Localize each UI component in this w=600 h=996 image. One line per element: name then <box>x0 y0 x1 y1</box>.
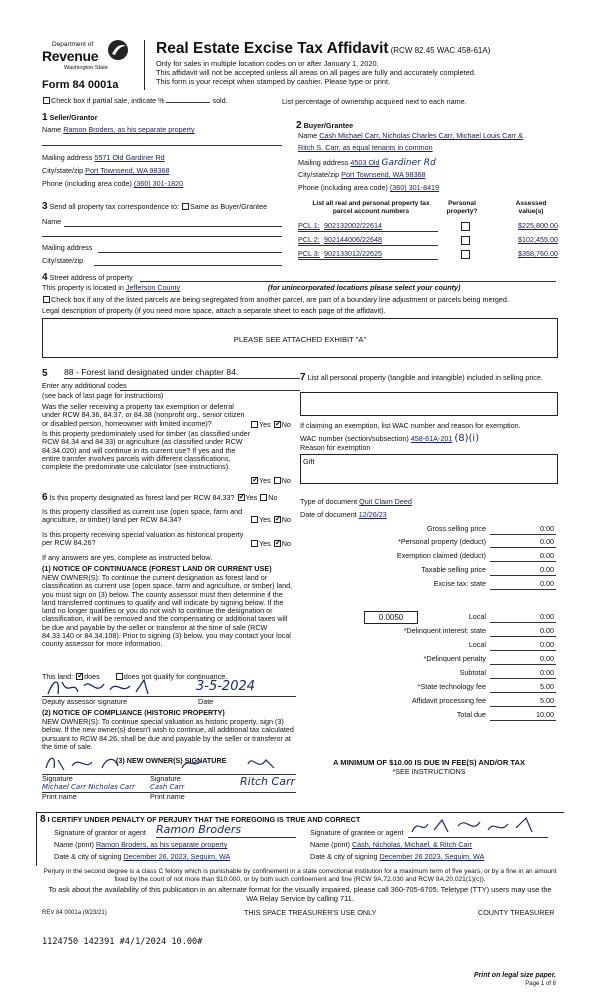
same-as-buyer-checkbox[interactable] <box>182 203 189 210</box>
same-as-buyer-label: Same as Buyer/Grantee <box>190 202 268 211</box>
parcel-number-value[interactable]: 902144006/22648 <box>324 235 382 244</box>
seller-mail-label: Mailing address <box>42 153 93 162</box>
dept-line1: Department of <box>52 41 94 48</box>
tax-row-label: Subtotal <box>459 668 486 677</box>
legal-desc-box[interactable] <box>42 318 558 358</box>
exempt-text: If claiming an exemption, list WAC number and reason for exemption. <box>300 421 521 430</box>
page-number: Page 1 of 8 <box>525 981 556 987</box>
doc-date-label: Date of document <box>300 510 357 519</box>
grantee-name[interactable]: Cash, Nicholas, Michael, & Ritch Carr <box>351 840 473 849</box>
printed-name-3: Ritch Carr <box>240 775 295 788</box>
signature-label-1: Signature <box>42 774 73 783</box>
reason-box[interactable] <box>300 454 558 484</box>
signature-label-2: Signature <box>150 774 181 783</box>
correspondence-num: 3 <box>42 201 48 212</box>
q1-yes-checkbox[interactable] <box>251 421 258 428</box>
local-rate-value: 0.0050 <box>378 613 404 622</box>
section6-q2-answers <box>250 516 291 524</box>
form-number: Form 84 0001a <box>42 79 119 91</box>
recording-stamp: 1124750 142391 #4/1/2024 10.00# <box>42 937 203 947</box>
s6q3-no-checkbox[interactable] <box>274 540 281 547</box>
seller-name-label: Name <box>42 125 62 134</box>
q2-yes-label: Yes <box>259 476 271 485</box>
notice2-body: NEW OWNER(S): To continue special valuation as historic property, sign (3) below. If the new owner(s) doesn't wish to continue, all additional tax calculated pursuant to RCW 84.26, shall be due and payable by the seller or transferor at the time of sale. <box>42 717 294 751</box>
section6-num: 6 <box>42 492 48 503</box>
grantor-name-row <box>54 841 227 849</box>
tax-row-label: *Personal property (deduct) <box>398 537 486 546</box>
tax-row-line <box>490 664 556 665</box>
doc-type-label: Type of document <box>300 497 358 506</box>
doc-date-row <box>300 511 387 519</box>
wac-handwritten: (8)(i) <box>454 433 480 444</box>
s6q1-yes-label: Yes <box>245 493 258 502</box>
corr-mail-label: Mailing address <box>42 243 93 252</box>
legal-paper-note: Print on legal size paper. <box>473 972 556 979</box>
grantor-name-label: Name (print) <box>54 840 94 849</box>
grantee-name-row <box>310 841 472 849</box>
parcel-col-header: List all real and personal property tax parcel account numbers <box>312 200 430 215</box>
owner-sig-title: (3) NEW OWNER(S) SIGNATURE <box>116 756 227 765</box>
personal-property-checkbox[interactable] <box>461 250 470 259</box>
s6q2-no-label: No <box>281 515 291 524</box>
reason-label: Reason for exemption <box>300 443 371 452</box>
s6q2-yes-label: Yes <box>259 515 271 524</box>
tax-row-line <box>490 692 556 693</box>
tax-row-label: *Delinquent interest: state <box>403 626 486 635</box>
seller-mail-row <box>42 154 165 162</box>
parcel-number[interactable]: PCL 3: <box>298 249 320 258</box>
buyer-section <box>296 120 353 132</box>
q1-no-label: No <box>281 420 291 429</box>
parcel-number[interactable]: PCL 2: <box>298 235 320 244</box>
segregated-label: Check box if any of the listed parcels are being segregated from another parcel, are part of a boundary line adjustment or parcels being merged. <box>51 295 509 304</box>
seller-section <box>42 112 282 124</box>
grantee-signature <box>408 814 548 838</box>
doc-type-row <box>300 498 412 506</box>
doc-date-value[interactable]: 12/26/23 <box>358 510 387 519</box>
s6q3-no-label: No <box>281 539 291 548</box>
tax-row-value[interactable]: 5.00 <box>540 696 554 705</box>
s6q1-yes-checkbox[interactable] <box>238 494 245 501</box>
q2-yes-checkbox[interactable] <box>251 477 258 484</box>
assessor-signature <box>44 676 184 698</box>
reason-value: Gift <box>303 457 315 466</box>
assessed-value[interactable]: $102,455.00 <box>518 235 558 244</box>
buyer-name-label: Name <box>298 131 318 140</box>
grantor-date[interactable]: December 26, 2023, Sequim, WA <box>123 852 231 861</box>
street-row <box>42 272 133 284</box>
enter-codes-label: Enter any additional codes <box>42 381 127 390</box>
partial-sale-label: Check box if partial sale, indicate % <box>51 96 165 105</box>
corr-city-label: City/state/zip <box>42 256 84 265</box>
partial-sale-sold: sold. <box>212 96 228 105</box>
buyer-phone[interactable]: (360) 301-8419 <box>389 183 440 192</box>
wac-value[interactable]: 458-61A-201 <box>410 434 453 443</box>
parcel-row <box>298 222 560 234</box>
seller-phone-row <box>42 180 183 188</box>
tax-row-line <box>490 678 556 679</box>
buyer-city-row <box>298 171 425 179</box>
printed-name-1: Michael Carr Nicholas Carr <box>42 783 135 791</box>
see-instructions: *SEE INSTRUCTIONS <box>392 767 466 776</box>
buyer-heading: Buyer/Grantee <box>303 121 354 130</box>
tax-row-label: Gross selling price <box>426 524 486 533</box>
grantor-name[interactable]: Ramon Broders, as his separate property <box>95 840 228 849</box>
min-notice: A MINIMUM OF $10.00 IS DUE IN FEE(S) AND/OR TAX <box>332 758 526 767</box>
seller-name-row <box>42 126 195 134</box>
perjury-notice: Perjury in the second degree is a class C felony which is punishable by confinement in a state correctional institution for a maximum term of five years, or by a fine in an amount fixed by the court of not more than $10,000, or by both such confinement and fine (RCW 9A.72.030 and RCW 9A.20.021(1)(c)). <box>43 868 557 883</box>
tax-row-label: *State technology fee <box>417 682 486 691</box>
tax-row-line <box>490 650 556 651</box>
parcel-underline <box>298 245 438 246</box>
personal-col-header: Personal property? <box>446 200 478 215</box>
tax-row-value[interactable]: 0.00 <box>540 654 554 663</box>
buyer-phone-label: Phone (including area code) <box>298 183 388 192</box>
tax-row-line <box>490 706 556 707</box>
partial-sale-row <box>42 97 228 105</box>
local-rate-box[interactable] <box>364 611 418 624</box>
tax-row-line <box>490 561 556 562</box>
section8-num: 8 <box>40 814 46 825</box>
grantee-date[interactable]: December 26 2023, Sequim, WA <box>379 852 485 861</box>
located-label: This property is located in <box>42 283 124 292</box>
buyer-city[interactable]: Port Townsend, WA 98368 <box>341 170 426 179</box>
seller-phone-label: Phone (including area code) <box>42 179 132 188</box>
buyer-mail-label: Mailing address <box>298 158 349 167</box>
tax-row-value[interactable]: 0.00 <box>540 565 554 574</box>
section7-num: 7 <box>300 372 306 383</box>
tax-row-value[interactable]: 5.00 <box>540 682 554 691</box>
personal-property-checkbox[interactable] <box>461 236 470 245</box>
owner-signatures <box>42 752 292 774</box>
section6-q1: Is this property designated as forest land per RCW 84.33? <box>49 493 235 502</box>
list-pct-note: List percentage of ownership acquired next to each name. <box>282 97 467 106</box>
county-value[interactable]: Jefferson County <box>125 283 181 292</box>
seller-city-row <box>42 167 169 175</box>
tax-row-line <box>490 720 556 721</box>
grantor-signature: Ramon Broders <box>156 823 242 836</box>
certify-text: I CERTIFY UNDER PENALTY OF PERJURY THAT THE FOREGOING IS TRUE AND CORRECT <box>47 815 361 824</box>
tax-row-label: Excise tax: state <box>433 579 486 588</box>
section6-q1-row <box>42 492 277 504</box>
s6q2-yes-checkbox[interactable] <box>251 516 258 523</box>
this-land-label: This land: <box>42 672 74 681</box>
partial-sale-checkbox[interactable] <box>43 97 50 104</box>
buyer-name-2[interactable]: Ritch S. Carr, as equal tenants in common <box>298 143 433 152</box>
buyer-mail-row <box>298 158 436 168</box>
section5-num: 5 <box>42 368 48 379</box>
s6q1-no-label: No <box>268 493 278 502</box>
tax-row-line <box>490 636 556 637</box>
street-label: Street address of property <box>49 273 133 282</box>
sig-grantor-label: Signature of grantor or agent <box>54 828 146 837</box>
see-back-note: (see back of last page for instructions) <box>42 391 164 400</box>
grantee-date-row <box>310 853 484 861</box>
tax-row-value[interactable]: 0.00 <box>540 551 554 560</box>
dept-line3: Washington State <box>64 65 108 71</box>
tax-row-value[interactable]: 0.00 <box>540 668 554 677</box>
alt-format-notice: To ask about the availability of this publication in an alternate format for the visually impaired, please call 360-705-6705. Teletype (TTY) users may use the WA Relay Service by calling 711. <box>48 885 552 903</box>
print-name-label-1: Print name <box>42 792 77 801</box>
notice2-title: (2) NOTICE OF COMPLIANCE (HISTORIC PROPERTY) <box>42 708 225 717</box>
county-treasurer: COUNTY TREASURER <box>478 908 555 917</box>
tax-row-value[interactable]: 0.00 <box>540 626 554 635</box>
notice1-body: NEW OWNER(S): To continue the current designation as forest land or classification as current use (open space, farm and agriculture, or timber) land, you must sign on (3) below. The county assessor must then determine if the land transferred continues to qualify and will indicate by signing below. If the land no longer qualifies or you do not wish to continue the designation or classification, it will be removed and the compensating or additional taxes will be due and payable by the seller or transferor at the time of sale (RCW 84.33.140 or 84.34.108). Prior to signing (3) below, you may contact your local county assessor for more information. <box>42 573 293 649</box>
buyer-num: 2 <box>296 120 302 131</box>
section6-q3-answers <box>250 540 291 548</box>
buyer-mail[interactable]: 4503 Old <box>350 158 380 167</box>
form-title-row <box>156 40 490 58</box>
section6-q2: Is this property classified as current use (open space, farm and agriculture, or timber) land per RCW 84.34? <box>42 507 243 525</box>
tax-row-line <box>490 575 556 576</box>
tax-row-line <box>490 547 556 548</box>
header-note1: Only for sales in multiple location codes on or after January 1, 2020. <box>156 59 379 68</box>
segregated-row <box>42 296 509 304</box>
tax-row-line <box>490 534 556 535</box>
grantee-name-label: Name (print) <box>310 840 350 849</box>
tax-row-value[interactable]: 0.00 <box>540 537 554 546</box>
tax-row-label: Total due <box>456 710 486 719</box>
header-note2: This affidavit will not be accepted unless all areas on all pages are fully and accurately completed. <box>156 68 476 77</box>
seller-name[interactable]: Ramon Broders, as his separate property <box>63 125 195 134</box>
section5-q2: Is this property predominately used for timber (as classified under RCW 84.34 and 84.33) or agriculture (as classified under RCW 84.34.020) and will continue in its current use? If yes and the entire transfer involves parcels with different classifications, complete the predominate use calculator (see instructions). <box>42 429 251 472</box>
dor-logo <box>42 40 134 76</box>
parcel-row <box>298 236 560 248</box>
dept-line2: Revenue <box>42 48 99 64</box>
seller-num: 1 <box>42 112 48 123</box>
personal-property-box[interactable] <box>300 392 558 416</box>
buyer-phone-row <box>298 184 439 192</box>
form-title: Real Estate Excise Tax Affidavit <box>156 40 389 57</box>
parcel-underline <box>298 259 438 260</box>
tax-row-line <box>490 622 556 623</box>
grantee-date-label: Date & city of signing <box>310 852 378 861</box>
wac-label: WAC number (section/subsection) <box>300 434 409 443</box>
section7-row <box>300 372 566 384</box>
personal-property-checkbox[interactable] <box>461 222 470 231</box>
parcel-underline <box>298 231 438 232</box>
print-name-label-2: Print name <box>150 792 185 801</box>
q1-yes-label: Yes <box>259 420 271 429</box>
buyer-name-row <box>298 132 523 140</box>
s6q2-no-checkbox[interactable] <box>274 516 281 523</box>
assessed-value[interactable]: $225,800.00 <box>518 221 558 230</box>
parcel-number-value[interactable]: 902133012/22625 <box>324 249 382 258</box>
s6q3-yes-label: Yes <box>259 539 271 548</box>
sig-grantee-label: Signature of grantee or agent <box>310 828 404 837</box>
tax-row-label: Exemption claimed (deduct) <box>396 551 486 560</box>
parcel-number[interactable]: PCL 1: <box>298 221 320 230</box>
seller-phone[interactable]: (360) 301-1820 <box>133 179 184 188</box>
dor-logo-icon <box>106 38 130 62</box>
header-divider <box>144 40 145 90</box>
grantor-date-label: Date & city of signing <box>54 852 122 861</box>
tax-row-label: *Delinquent penalty <box>423 654 486 663</box>
exhibit-text: PLEASE SEE ATTACHED EXHIBIT "A" <box>233 335 367 344</box>
street-num: 4 <box>42 272 48 283</box>
parcel-number-value[interactable]: 902132002/22614 <box>324 221 382 230</box>
q2-no-label: No <box>281 476 291 485</box>
s6q3-yes-checkbox[interactable] <box>251 540 258 547</box>
tax-row-value[interactable]: 0.00 <box>540 612 554 621</box>
seller-city[interactable]: Port Townsend, WA 98368 <box>85 166 170 175</box>
tax-row-value[interactable]: 0.00 <box>540 524 554 533</box>
correspondence-text: Send all property tax correspondence to: <box>49 202 180 211</box>
section5-row <box>42 368 48 380</box>
assessed-value[interactable]: $358,760.00 <box>518 249 558 258</box>
doc-type-value[interactable]: Quit Claim Deed <box>359 497 412 506</box>
header-note3: This form is your receipt when stamped by cashier. Please type or print. <box>156 77 391 86</box>
correspondence-row <box>42 201 267 213</box>
tax-row-label: Local <box>468 612 486 621</box>
seller-city-label: City/state/zip <box>42 166 84 175</box>
tax-row-label: Local <box>468 640 486 649</box>
land-does-not-label: does not qualify for continuance. <box>123 672 228 681</box>
rev-label: REV 84 0001a (9/23/21) <box>42 910 107 916</box>
buyer-mail-handwritten: Gardiner Rd <box>381 158 436 168</box>
corr-name-label: Name <box>42 217 62 226</box>
q1-no-checkbox[interactable] <box>274 421 281 428</box>
tax-row-value[interactable]: 0.00 <box>540 579 554 588</box>
tax-row-label: Affidavit processing fee <box>411 696 486 705</box>
notice1-title: (1) NOTICE OF CONTINUANCE (FOREST LAND OR CURRENT USE) <box>42 564 272 573</box>
assessor-date: 3-5-2024 <box>196 679 256 694</box>
tax-row-label: Taxable selling price <box>421 565 486 574</box>
legal-desc-label: Legal description of property (if you need more space, attach a separate sheet to each page of the affidavit). <box>42 306 386 315</box>
section5-q1-answers <box>250 421 291 429</box>
if-any-note: If any answers are yes, complete as instructed below. <box>42 553 213 562</box>
grantor-date-row <box>54 853 230 861</box>
landuse-value[interactable]: 88 - Forest land designated under chapter 84. <box>64 368 300 379</box>
section6-q3: Is this property receiving special valuation as historical property per RCW 84.26? <box>42 530 244 548</box>
assessor-date-label: Date <box>198 697 214 706</box>
q2-no-checkbox[interactable] <box>274 477 281 484</box>
assessed-col-header: Assessed value(s) <box>515 200 547 215</box>
tax-row-line <box>490 589 556 590</box>
parcel-row <box>298 250 560 262</box>
seller-mail[interactable]: 5571 Old Gardiner Rd <box>94 153 165 162</box>
form-rcw: (RCW 82.45 WAC 458-61A) <box>390 46 491 55</box>
unincorp-note: (for unincorporated locations please select your county) <box>267 283 461 292</box>
located-row <box>42 284 460 292</box>
section7-text: List all personal property (tangible and intangible) included in selling price. <box>307 373 543 382</box>
tax-row-value[interactable]: 0.00 <box>540 640 554 649</box>
tax-row-value[interactable]: 10.00 <box>536 710 554 719</box>
treasurer-use: THIS SPACE TREASURER'S USE ONLY <box>244 908 377 917</box>
segregated-checkbox[interactable] <box>43 296 50 303</box>
seller-heading: Seller/Grantor <box>49 113 98 122</box>
section5-q1: Was the seller receiving a property tax exemption or deferral under RCW 84.36, 84.37, or 84.38 (nonprofit org., senior citizen or disabled person, homeowner with limited income)? <box>42 402 245 428</box>
buyer-city-label: City/state/zip <box>298 170 340 179</box>
buyer-name-1[interactable]: Cash Michael Carr, Nicholas Charles Carr, Michael Louis Carr & <box>319 131 523 140</box>
printed-name-2: Cash Carr <box>150 783 185 791</box>
land-does-label: does <box>84 672 100 681</box>
assessor-sig-label: Deputy assessor signature <box>42 697 128 706</box>
s6q1-no-checkbox[interactable] <box>260 494 267 501</box>
section5-q2-answers <box>250 477 291 485</box>
